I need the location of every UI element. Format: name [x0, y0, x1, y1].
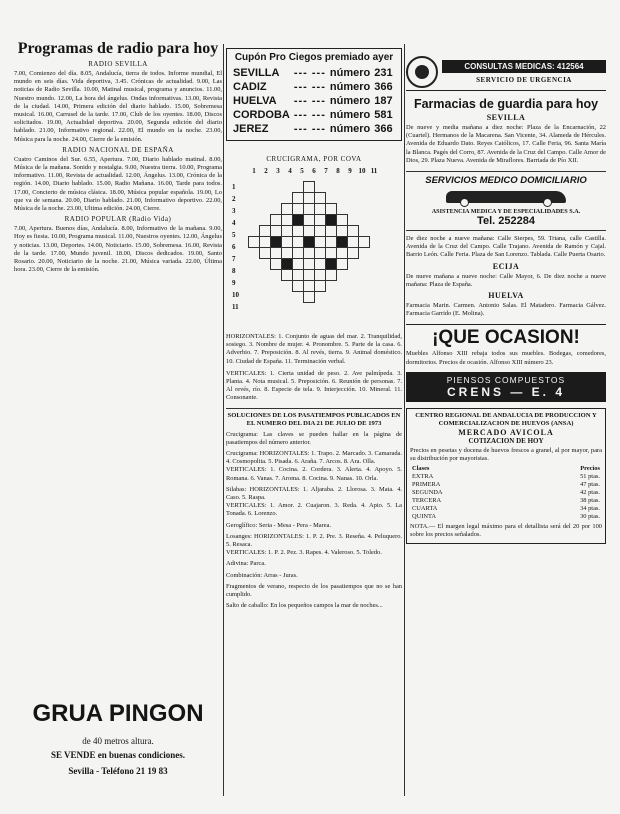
- servicios-phone: Tel. 252284: [477, 215, 535, 228]
- crucigrama-empty-space: [359, 215, 370, 226]
- crucigrama-empty-space: [359, 182, 370, 193]
- crucigrama-empty-space: [359, 281, 370, 292]
- radio-sevilla-heading: RADIO SEVILLA: [88, 60, 148, 68]
- crucigrama-cell: [359, 237, 370, 248]
- solution-item: VERTICALES: 1. P. 2. Pez. 3. Rapes. 4. Valeroso. 5. Toledo.: [226, 549, 382, 557]
- crucigrama-cell: [260, 226, 271, 237]
- solution-crucigrama: Crucigrama: Las claves se pueden hallar en la página de pasatiempos del número anterior.: [226, 430, 402, 446]
- coupon-city: HUELVA: [233, 95, 277, 107]
- crucigrama-empty-space: [260, 182, 271, 193]
- crucigrama-empty-space: [337, 182, 348, 193]
- coupon-label: número: [329, 67, 371, 79]
- price-value: 38 ptas.: [580, 497, 600, 505]
- crucigrama: [226, 167, 402, 333]
- crucigrama-row-number: 6: [232, 243, 236, 251]
- grua-line2: SE VENDE en buenas condiciones.: [50, 750, 186, 760]
- crucigrama-row-number: 11: [232, 303, 239, 311]
- price-value: 30 ptas.: [580, 513, 600, 521]
- coupon-title: Cupón Pro Ciegos premiado ayer: [234, 52, 394, 63]
- coupon-dots: --- ---: [293, 67, 326, 79]
- crucigrama-black-cell: [282, 259, 293, 270]
- crucigrama-empty-space: [359, 270, 370, 281]
- crucigrama-cell: [315, 248, 326, 259]
- crucigrama-empty-space: [260, 281, 271, 292]
- farmacias-ecija-text: De nueve mañana a nueve noche: Calle Mayor, 6. De diez noche a nueve mañana: Plaza de España.: [406, 272, 606, 288]
- coupon-label: número: [329, 123, 371, 135]
- crucigrama-row-number: 9: [232, 279, 236, 287]
- coupon-city: JEREZ: [233, 123, 269, 135]
- crucigrama-row-number: 7: [232, 255, 236, 263]
- crucigrama-empty-space: [359, 259, 370, 270]
- crucigrama-cell: [304, 292, 315, 303]
- crucigrama-empty-space: [249, 281, 260, 292]
- crucigrama-cell: [304, 193, 315, 204]
- crucigrama-black-cell: [326, 259, 337, 270]
- solution-item: Losanges: HORIZONTALES: 1. P. 2. Pre. 3. Reseña. 4. Peluquero. 5. Resaca.: [226, 532, 402, 549]
- coupon-dots: --- ---: [293, 81, 326, 93]
- crucigrama-cell: [315, 259, 326, 270]
- crucigrama-col-number: 8: [336, 167, 340, 175]
- crucigrama-cell: [304, 204, 315, 215]
- solution-item: Adivina: Parca.: [226, 560, 266, 568]
- col-header-precios: Precios: [580, 465, 600, 473]
- crucigrama-empty-space: [348, 204, 359, 215]
- piensos-brand: CRENS — E. 4: [446, 384, 566, 399]
- crucigrama-empty-space: [271, 270, 282, 281]
- price-row: [410, 481, 602, 489]
- mercado-heading: CENTRO REGIONAL DE ANDALUCIA DE PRODUCCION Y COMERCIALIZACION DE HUEVOS (ANSA): [415, 411, 597, 427]
- crucigrama-col-number: 7: [324, 167, 328, 175]
- mercado-nota: NOTA.— El margen legal máximo para el detallista será del 20 por 100 sobre los precios señalados.: [410, 523, 602, 539]
- crucigrama-empty-space: [260, 270, 271, 281]
- radio-nacional-text: Cuatro Caminos del Sur. 6.55, Apertura. 7.00, Diario hablado matinal. 8.00, Música de la mañana. Sonido y nostalgia. 9.00, Nuestra tierra. 10.00, Programa informativo. 11.00, Revista de actualidad. 12.00, Ángelus. 13.00, Crónica de la región. 14.00, Diario hablado. 15.00, Radio Mañana. 16.00, Tarde para todos. 17.00, Concierto de música clásica. 18.00, Música popular española. 19.00, Lo que va de semana. 20.00, Diario hablado. 21.00, Informativo deportivo. 22.00, Música de la noche. 23.00, Ultima edición. 24.00, Cierre.: [14, 155, 222, 213]
- crucigrama-cell: [282, 270, 293, 281]
- crucigrama-empty-space: [359, 292, 370, 303]
- price-value: 51 ptas.: [580, 473, 600, 481]
- coupon-city: CORDOBA: [233, 109, 290, 121]
- crucigrama-empty-space: [249, 193, 260, 204]
- crucigrama-col-number: 9: [348, 167, 352, 175]
- crucigrama-empty-space: [359, 193, 370, 204]
- crucigrama-cell: [293, 248, 304, 259]
- mercado-box: [406, 408, 606, 544]
- crucigrama-title: CRUCIGRAMA, POR COVA: [266, 155, 362, 163]
- crucigrama-empty-space: [249, 270, 260, 281]
- coupon-row: [231, 108, 395, 122]
- coupon-number: 231: [374, 67, 393, 79]
- crucigrama-cell: [315, 226, 326, 237]
- crucigrama-cell: [260, 248, 271, 259]
- crucigrama-empty-space: [249, 204, 260, 215]
- crucigrama-black-cell: [271, 237, 282, 248]
- crucigrama-cell: [348, 237, 359, 248]
- mercado-subtitle: COTIZACION DE HOY: [468, 436, 544, 445]
- solution-item: Crucigrama: HORIZONTALES: 1. Trapo. 2. Marcado. 3. Camarada. 4. Cosmopolita. 5. Pisada. 6. Araña. 7. Arcos. 8. Ara. Olla.: [226, 450, 402, 466]
- crucigrama-cell: [315, 204, 326, 215]
- crucigrama-empty-space: [359, 226, 370, 237]
- crucigrama-col-number: 10: [358, 167, 366, 175]
- radio-column: [14, 40, 222, 800]
- price-clase: TERCERA: [412, 497, 442, 505]
- crucigrama-empty-space: [348, 259, 359, 270]
- solution-item: Geroglífico: Seria - Mesa - Pera - Marea.: [226, 521, 332, 529]
- crucigrama-empty-space: [249, 182, 260, 193]
- coupon-row: [231, 94, 395, 108]
- crucigrama-col-number: 4: [288, 167, 292, 175]
- crucigrama-empty-space: [337, 281, 348, 292]
- crucigrama-empty-space: [282, 182, 293, 193]
- servicios-title: SERVICIOS MEDICO DOMICILIARIO: [425, 175, 587, 187]
- crucigrama-cell: [304, 281, 315, 292]
- crucigrama-cell: [304, 270, 315, 281]
- crucigrama-cell: [293, 259, 304, 270]
- crucigrama-empty-space: [271, 292, 282, 303]
- crucigrama-empty-space: [326, 193, 337, 204]
- crucigrama-cell: [282, 215, 293, 226]
- price-row: [410, 497, 602, 505]
- price-clase: EXTRA: [412, 473, 434, 481]
- crucigrama-empty-space: [260, 204, 271, 215]
- servicios-ad: [406, 171, 606, 231]
- crucigrama-col-number: 11: [370, 167, 378, 175]
- crucigrama-cell: [304, 182, 315, 193]
- crucigrama-empty-space: [315, 182, 326, 193]
- crucigrama-row-number: 5: [232, 231, 236, 239]
- crucigrama-cell: [348, 248, 359, 259]
- price-clase: PRIMERA: [412, 481, 441, 489]
- solution-item: VERTICALES: 1. Amor. 2. Cuajaron. 3. Reda. 4. Apio. 5. La Tonada. 6. Lorenzo.: [226, 502, 402, 518]
- crucigrama-col-number: 3: [276, 167, 280, 175]
- crucigrama-cell: [304, 259, 315, 270]
- coupon-dots: --- ---: [293, 109, 326, 121]
- crucigrama-row-number: 3: [232, 207, 236, 215]
- crucigrama-empty-space: [271, 182, 282, 193]
- farmacias-huelva-heading: HUELVA: [488, 291, 524, 301]
- crucigrama-empty-space: [271, 193, 282, 204]
- crucigrama-empty-space: [249, 248, 260, 259]
- mercado-title: MERCADO AVICOLA: [458, 427, 554, 437]
- coupon-row: [231, 80, 395, 94]
- radio-nacional-heading: RADIO NACIONAL DE ESPAÑA: [62, 145, 174, 154]
- crucigrama-cell: [326, 248, 337, 259]
- coupon-label: número: [329, 81, 371, 93]
- crucigrama-empty-space: [326, 281, 337, 292]
- crucigrama-empty-space: [260, 215, 271, 226]
- radio-title: Programas de radio para hoy: [17, 40, 219, 57]
- crucigrama-cell: [326, 270, 337, 281]
- crucigrama-cell: [337, 259, 348, 270]
- column-divider: [223, 44, 224, 796]
- crucigrama-empty-space: [293, 292, 304, 303]
- crucigrama-empty-space: [315, 292, 326, 303]
- servicios-subtitle: ASISTENCIA MEDICA Y DE ESPECIALIDADES S.A.: [431, 208, 581, 216]
- crucigrama-col-number: 5: [300, 167, 304, 175]
- crucigrama-grid: [248, 181, 370, 303]
- piensos-label: PIENSOS COMPUESTOS: [446, 374, 566, 385]
- col-header-clases: Clases: [412, 465, 430, 473]
- farmacias-ecija-heading: ECIJA: [492, 261, 520, 271]
- crucigrama-cell: [282, 237, 293, 248]
- crucigrama-empty-space: [348, 292, 359, 303]
- crucigrama-empty-space: [348, 281, 359, 292]
- crucigrama-cell: [326, 237, 337, 248]
- crucigrama-cell: [260, 237, 271, 248]
- crucigrama-cell: [282, 226, 293, 237]
- grua-ad: [14, 700, 222, 776]
- column-divider: [404, 44, 405, 796]
- crucigrama-empty-space: [326, 292, 337, 303]
- consultas-banner: CONSULTAS MEDICAS: 412564: [442, 60, 606, 73]
- consultas-header: [406, 54, 606, 91]
- crucigrama-row-number: 4: [232, 219, 236, 227]
- crucigrama-empty-space: [282, 292, 293, 303]
- crucigrama-cell: [337, 248, 348, 259]
- ocasion-ad: [406, 324, 606, 366]
- crucigrama-row-numbers: [232, 181, 239, 313]
- crucigrama-empty-space: [271, 281, 282, 292]
- crucigrama-row-number: 8: [232, 267, 236, 275]
- crucigrama-cell: [293, 226, 304, 237]
- coupon-row: [231, 122, 395, 136]
- coupon-number: 366: [374, 81, 393, 93]
- radio-popular-text: 7.00, Apertura. Buenos días, Andalucía. 8.00, Informativo de la mañana. 9.00, Hoy es fiesta. 10.00, Programa musical. 11.00, Nuestros oyentes. 12.00, Ángelus y noticias. 13.00, Deportes. 14.00, Noticiario. 15.00, Sobremesa. 16.00, Revista de la tarde. 17.00, Mundo juvenil. 18.00, Discos dedicados. 19.00, Santo Rosario. 20.00, Noticiario de la noche. 21.00, Música variada. 22.00, Última hora. 23.00, Cierre de la emisión.: [14, 225, 222, 274]
- crucigrama-empty-space: [326, 182, 337, 193]
- crucigrama-cell: [304, 215, 315, 226]
- crucigrama-row-number: 1: [232, 183, 236, 191]
- crucigrama-cell: [304, 226, 315, 237]
- crucigrama-empty-space: [337, 193, 348, 204]
- crucigrama-empty-space: [271, 204, 282, 215]
- radio-popular-heading: RADIO POPULAR (Radio Vida): [64, 215, 172, 224]
- crucigrama-cell: [315, 281, 326, 292]
- crucigrama-cell: [271, 248, 282, 259]
- crucigrama-cell: [282, 248, 293, 259]
- crucigrama-empty-space: [249, 215, 260, 226]
- crucigrama-empty-space: [337, 292, 348, 303]
- solution-item: VERTICALES: 1. Cocina. 2. Cordera. 3. Alerta. 4. Apoyo. 5. Romana. 6. Vanas. 7. Aroma. 8. Cocina. 9. Nanas. 10. Orla.: [226, 466, 402, 482]
- crucigrama-col-number: 6: [312, 167, 316, 175]
- crucigrama-black-cell: [326, 215, 337, 226]
- crucigrama-cell: [315, 270, 326, 281]
- crucigrama-empty-space: [348, 182, 359, 193]
- coupon-box: [226, 48, 402, 141]
- farmacias-sevilla-text-night: De diez noche a nueve mañana: Calle Sierpes, 59. Triana, calle Castilla. Avenida de la Cruz del Campo. Calle Trajano. Avenida de Ramón y Cajal. Barrio León. Calle Feria. Plaza de San Lorenzo. Tablada. Calle Puerta Osario.: [406, 235, 606, 259]
- medical-cross-icon: [406, 56, 438, 88]
- crucigrama-empty-space: [348, 270, 359, 281]
- crucigrama-col-number: 1: [252, 167, 256, 175]
- crucigrama-cell: [326, 226, 337, 237]
- crucigrama-cell: [293, 281, 304, 292]
- crucigrama-cell: [271, 226, 282, 237]
- coupon-table: [231, 66, 395, 136]
- crucigrama-verticales: VERTICALES: 1. Cierta unidad de peso. 2. Ave palmípeda. 3. Planta. 4. Nota musical. 5. Preposición. 6. Reunión de personas. 7. Al revés, río. 8. Especie de tela. 9. Interjección. 10. Mineral. 11. Consonante.: [226, 369, 402, 402]
- crucigrama-cell: [315, 215, 326, 226]
- crucigrama-empty-space: [249, 292, 260, 303]
- grua-title: GRUA PINGON: [32, 700, 204, 727]
- crucigrama-cell: [348, 226, 359, 237]
- crucigrama-row-number: 10: [232, 291, 239, 299]
- solution-item: Combinación: Arras - Juras.: [226, 571, 298, 579]
- consultas-service: SERVICIO DE URGENCIA: [476, 76, 572, 84]
- solution-item: Fragmentos de verano, respecto de los pasatiempos que no se han cumplido.: [226, 582, 402, 599]
- medical-emblem-icon: [415, 65, 429, 79]
- crucigrama-empty-space: [282, 281, 293, 292]
- price-clase: CUARTA: [412, 505, 438, 513]
- crucigrama-black-cell: [293, 215, 304, 226]
- crucigrama-empty-space: [260, 259, 271, 270]
- crucigrama-cell: [293, 204, 304, 215]
- crucigrama-col-numbers: [248, 167, 380, 175]
- crucigrama-empty-space: [359, 204, 370, 215]
- price-value: 34 ptas.: [580, 505, 600, 513]
- ocasion-text: Muebles Alfonso XIII rebaja todos sus muebles. Bodegas, comedores, dormitorios. Precios de ocasión. Alfonso XIII número 23.: [406, 350, 606, 366]
- coupon-label: número: [329, 109, 371, 121]
- crucigrama-empty-space: [348, 193, 359, 204]
- crucigrama-cell: [315, 237, 326, 248]
- price-table: [410, 465, 602, 521]
- crucigrama-empty-space: [337, 270, 348, 281]
- middle-column: [226, 40, 402, 800]
- ocasion-title: ¡QUE OCASION!: [432, 327, 580, 349]
- coupon-number: 187: [374, 95, 393, 107]
- crucigrama-cell: [271, 215, 282, 226]
- coupon-city: SEVILLA: [233, 67, 280, 79]
- coupon-row: [231, 66, 395, 80]
- crucigrama-cell: [249, 237, 260, 248]
- coupon-dots: --- ---: [293, 123, 326, 135]
- crucigrama-cell: [337, 215, 348, 226]
- farmacias-huelva-text: Farmacia Marin. Carmen. Antonio Salas. El Matadero. Farmacia Gálvez. Farmacia Garrido (E. Molina).: [406, 302, 606, 318]
- solutions-heading: SOLUCIONES DE LOS PASATIEMPOS PUBLICADOS EN EL NUMERO DEL DIA 21 DE JULIO DE 1973: [227, 411, 401, 427]
- crucigrama-empty-space: [260, 193, 271, 204]
- coupon-dots: --- ---: [293, 95, 326, 107]
- crucigrama-cell: [315, 193, 326, 204]
- crucigrama-empty-space: [293, 182, 304, 193]
- crucigrama-black-cell: [337, 237, 348, 248]
- ambulance-icon: [406, 186, 606, 208]
- price-row: [410, 489, 602, 497]
- crucigrama-cell: [337, 226, 348, 237]
- right-column: [406, 40, 606, 800]
- mercado-note: Precios en pesetas y docena de huevos frescos a granel, al por mayor, para su distribución por mayoristas.: [410, 446, 602, 463]
- price-value: 47 ptas.: [580, 481, 600, 489]
- crucigrama-cell: [293, 237, 304, 248]
- price-row: [410, 513, 602, 521]
- piensos-ad: [406, 372, 606, 402]
- solution-item: Salto de caballo: En los pequeños campos la mar de noches...: [226, 602, 383, 610]
- crucigrama-cell: [293, 193, 304, 204]
- price-clase: QUINTA: [412, 513, 436, 521]
- farmacias-title: Farmacias de guardia para hoy: [413, 97, 599, 111]
- crucigrama-cell: [282, 204, 293, 215]
- crucigrama-horizontales: HORIZONTALES: 1. Conjunto de aguas del mar. 2. Tranquilidad, sosiego. 3. Nombre de mujer. 4. Pronombre. 5. Parte de la casa. 6. Adverbio. 7. Preposición. 8. Al revés, tierra. 9. Animal doméstico. 10. Ciudad de España. 11. Terminación verbal.: [226, 333, 402, 365]
- price-row: [410, 473, 602, 481]
- crucigrama-empty-space: [359, 248, 370, 259]
- crucigrama-empty-space: [260, 292, 271, 303]
- crucigrama-empty-space: [282, 193, 293, 204]
- crucigrama-cell: [271, 259, 282, 270]
- farmacias-sevilla-heading: SEVILLA: [486, 113, 526, 122]
- crucigrama-empty-space: [348, 215, 359, 226]
- farmacias-sevilla-text: De nueve y media mañana a diez noche: Plaza de la Encarnación, 22 (Cuartel). Hermanos de la Macarena. San Vicente, 34. Alameda de Hércules. Avenida de Eduardo Dato. Reyes Católicos, 17. Calle Feria, 96. Santa María la Blanca. Pagés del Corro, 87. Avenida de la Cruz del Campo. Calle Amor de Dios, 29. Plaza Nueva. Avenida de Miraflores. Barriada de Pío XII.: [406, 124, 606, 164]
- price-row: [410, 505, 602, 513]
- crucigrama-cell: [293, 270, 304, 281]
- price-clase: SEGUNDA: [412, 489, 443, 497]
- solutions-section: [226, 408, 402, 611]
- grua-line3: Sevilla - Teléfono 21 19 83: [68, 766, 168, 776]
- crucigrama-row-number: 2: [232, 195, 236, 203]
- coupon-number: 581: [374, 109, 393, 121]
- coupon-label: número: [329, 95, 371, 107]
- crucigrama-black-cell: [304, 237, 315, 248]
- radio-sevilla-text: 7.00, Comienzo del día. 8.05, Andalucía, tierra de todos. Informe mundial, El mundo en seis días. Vida deportiva, 3.45. Crónicas de actualidad. 9.00, Las noticias de Radio Sevilla. 10.00, Matinal musical, programa y anuncios. 11.00, Nuestro mundo. 12.00, La hora del ángelus. Ondas informativas. 13.00, Revista de la ciudad. 14.00, Primera edición del diario hablado. 15.00, Sobremesa musical. 16.00, Carrusel de la tarde. 17.00, Club de los oyentes. 18.00, Discos solicitados. 19.00, Actualidad deportiva. 20.00, Segunda edición del diario hablado. 21.00, Informativo regional. 22.00, El mundo en la noche. 23.00, Música para la noche. 24.00, Cierre de la emisión.: [14, 70, 222, 143]
- crucigrama-empty-space: [249, 226, 260, 237]
- coupon-number: 366: [374, 123, 393, 135]
- crucigrama-col-number: 2: [264, 167, 268, 175]
- crucigrama-empty-space: [337, 204, 348, 215]
- crucigrama-cell: [304, 248, 315, 259]
- coupon-city: CADIZ: [233, 81, 267, 93]
- grua-line1: de 40 metros altura.: [82, 736, 154, 746]
- crucigrama-empty-space: [249, 259, 260, 270]
- price-value: 42 ptas.: [580, 489, 600, 497]
- solution-item: Silabas: HORIZONTALES: 1. Aljaraba. 2. Llorosa. 3. Mata. 4. Caso. 5. Raspa.: [226, 485, 402, 502]
- crucigrama-cell: [326, 204, 337, 215]
